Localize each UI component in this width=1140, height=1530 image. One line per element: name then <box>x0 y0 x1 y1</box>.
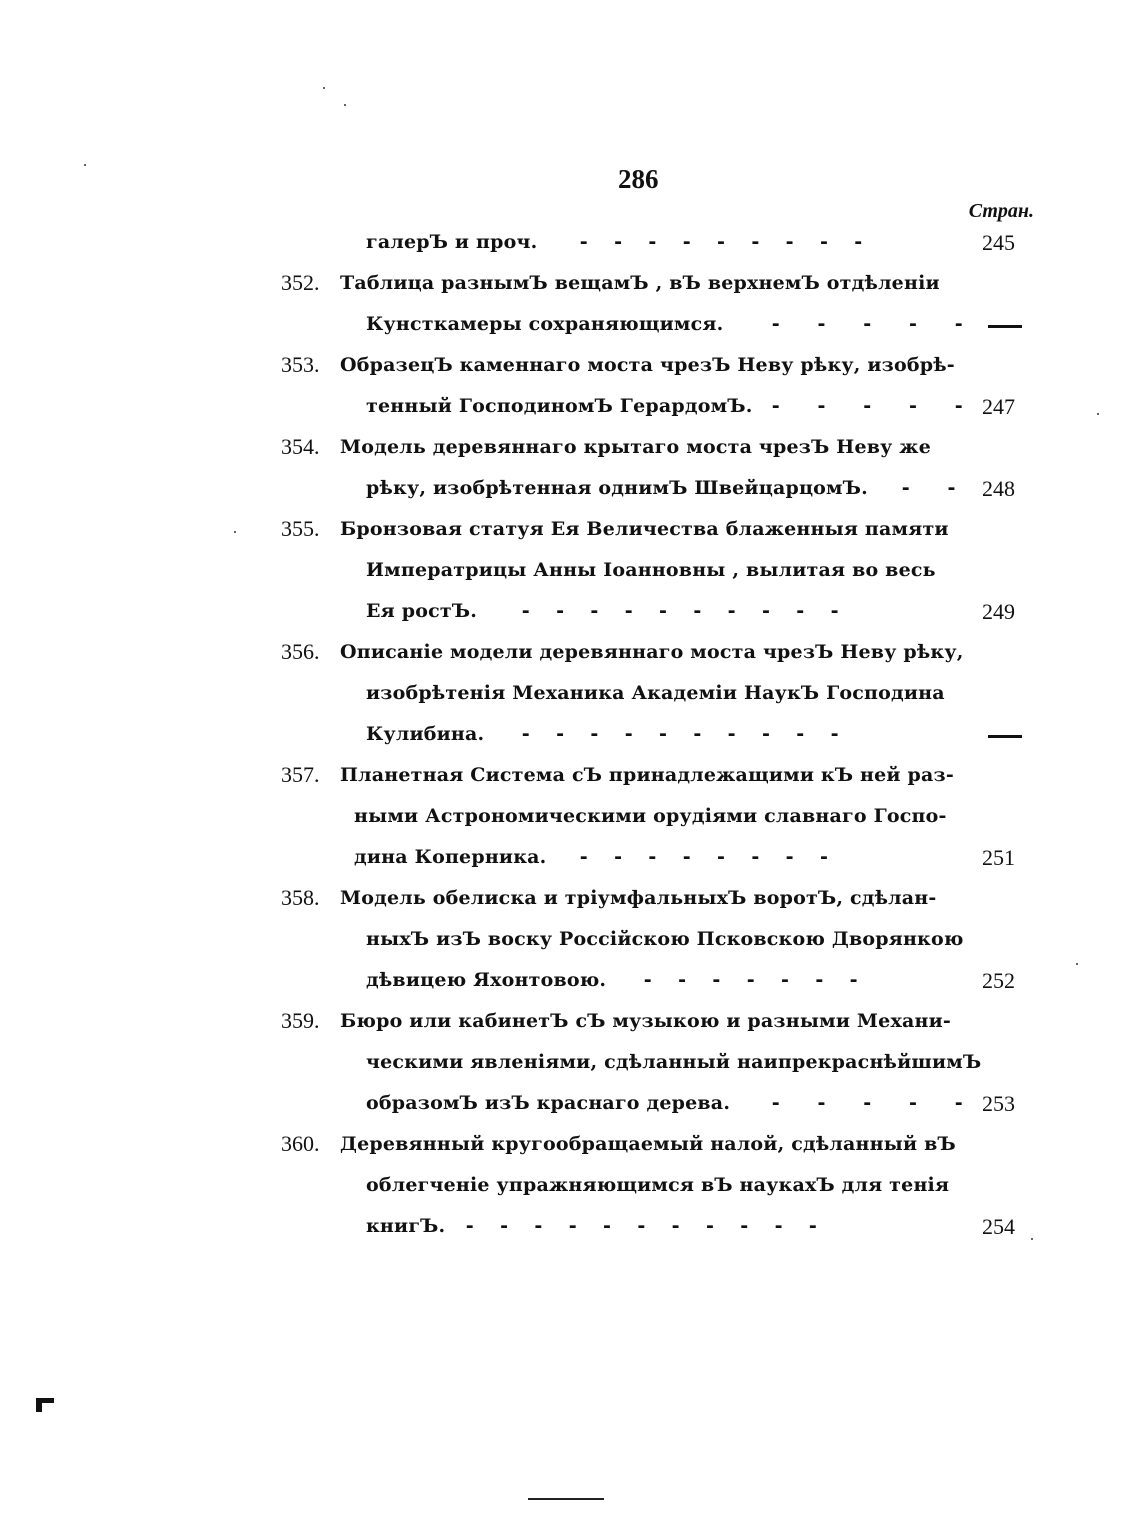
entry-text-line: Бюро или кабинетЪ сЪ музыкою и разными Механи- <box>340 1010 951 1032</box>
entry-number: 358. <box>281 885 320 910</box>
entry-number: 353. <box>281 352 320 377</box>
list-item <box>0 721 1140 751</box>
list-item <box>0 1049 1140 1079</box>
list-item <box>0 967 1140 997</box>
list-item <box>0 270 1140 300</box>
list-item <box>0 229 1140 259</box>
entry-text-line: Описаніе модели деревяннаго моста чрезЪ Неву рѣку, <box>340 641 964 663</box>
dot-leader: - - - - - - - - - - - <box>464 1215 819 1237</box>
list-item <box>0 352 1140 382</box>
entry-text-line: изобрѣтенія Механика Академіи НаукЪ Господина <box>366 682 945 704</box>
dot-leader: - - - - - <box>770 313 965 335</box>
entry-number: 357. <box>281 762 320 787</box>
entry-number: 354. <box>281 434 320 459</box>
list-item <box>0 557 1140 587</box>
dot-leader: - - - - - - - <box>642 969 860 991</box>
entry-text-line: Планетная Система сЪ принадлежащими кЪ ней раз- <box>340 764 954 786</box>
entry-page: 247 <box>982 394 1015 419</box>
paper-speck <box>1031 1238 1033 1240</box>
paper-speck <box>323 87 325 89</box>
dot-leader: - - - - - - - - - - <box>520 600 841 622</box>
list-item <box>0 516 1140 546</box>
dot-leader: - - - - - - - - - <box>578 231 864 253</box>
entry-text-line: Таблица разнымЪ вещамЪ , вЪ верхнемЪ отдѣленіи <box>340 272 940 294</box>
entry-text-line: Модель обелиска и тріумфальныхЪ воротЪ, сдѣлан- <box>340 887 937 909</box>
entry-page-dash <box>988 325 1022 328</box>
list-item <box>0 762 1140 792</box>
list-item <box>0 475 1140 505</box>
list-item <box>0 1131 1140 1161</box>
entry-text-line: книгЪ. <box>366 1215 446 1237</box>
entry-number: 360. <box>281 1131 320 1156</box>
list-item <box>0 393 1140 423</box>
entry-text-line: Ея ростЪ. <box>366 600 478 622</box>
list-item <box>0 639 1140 669</box>
list-item <box>0 1172 1140 1202</box>
entry-text-line: дѣвицею Яхонтовою. <box>366 969 607 991</box>
paper-speck <box>1076 963 1078 965</box>
page-column-label: Стран. <box>968 200 1034 222</box>
entry-text-line: ными Астрономическими орудіями славнаго Госпо- <box>354 805 947 827</box>
entry-page: 253 <box>982 1091 1015 1116</box>
paper-speck <box>1097 413 1099 415</box>
list-item <box>0 926 1140 956</box>
page-number: 286 <box>618 164 659 194</box>
entry-page: 254 <box>982 1214 1015 1239</box>
dot-leader: - - <box>900 477 958 499</box>
list-item <box>0 803 1140 833</box>
dot-leader: - - - - - <box>770 395 965 417</box>
entry-text-line: образомЪ изЪ краснаго дерева. <box>366 1092 731 1114</box>
entry-text-line: Деревянный кругообращаемый налой, сдѣланный вЪ <box>340 1133 956 1155</box>
entry-text-line: рѣку, изобрѣтенная однимЪ ШвейцарцомЪ. <box>366 477 868 499</box>
list-item <box>0 680 1140 710</box>
entry-page: 248 <box>982 476 1015 501</box>
entry-text-line: Кулибина. <box>366 723 485 745</box>
paper-speck <box>234 531 236 533</box>
entry-text-line: дина Коперника. <box>354 846 547 868</box>
entry-text-line: Императрицы Анны Іоанновны , вылитая во весь <box>366 559 936 581</box>
entry-page: 251 <box>982 845 1015 870</box>
list-item <box>0 1090 1140 1120</box>
entry-text-line: ческими явленіями, сдѣланный наипрекраснѣйшимЪ <box>366 1051 982 1073</box>
dot-leader: - - - - - - - - <box>578 846 830 868</box>
entry-text-line: галерЪ и проч. <box>366 231 538 253</box>
bottom-rule <box>528 1498 604 1500</box>
paper-speck <box>344 104 346 106</box>
entry-text-line: облегченіе упражняющимся вЪ наукахЪ для тенія <box>366 1174 950 1196</box>
entry-page: 249 <box>982 599 1015 624</box>
list-item <box>0 434 1140 464</box>
paper-speck <box>84 164 86 166</box>
list-item <box>0 844 1140 874</box>
entry-text-line: Бронзовая статуя Ея Величества блаженныя памяти <box>340 518 949 540</box>
dot-leader: - - - - - - - - - - <box>520 723 841 745</box>
dot-leader: - - - - - <box>770 1092 965 1114</box>
entry-text-line: Кунсткамеры сохраняющимся. <box>366 313 724 335</box>
corner-mark <box>36 1398 54 1410</box>
list-item <box>0 885 1140 915</box>
entry-number: 356. <box>281 639 320 664</box>
entry-page: 252 <box>982 968 1015 993</box>
entry-number: 359. <box>281 1008 320 1033</box>
entry-text-line: ныхЪ изЪ воску Россійскою Псковскою Дворянкою <box>366 928 964 950</box>
entry-number: 352. <box>281 270 320 295</box>
list-item <box>0 1213 1140 1243</box>
entry-page: 245 <box>982 230 1015 255</box>
entry-text-line: Модель деревяннаго крытаго моста чрезЪ Неву же <box>340 436 931 458</box>
entry-text-line: тенный ГосподиномЪ ГерардомЪ. <box>366 395 753 417</box>
entry-text-line: ОбразецЪ каменнаго моста чрезЪ Неву рѣку, изобрѣ- <box>340 354 955 376</box>
list-item <box>0 1008 1140 1038</box>
list-item <box>0 311 1140 341</box>
list-item <box>0 598 1140 628</box>
entry-number: 355. <box>281 516 320 541</box>
entry-page-dash <box>988 735 1022 738</box>
